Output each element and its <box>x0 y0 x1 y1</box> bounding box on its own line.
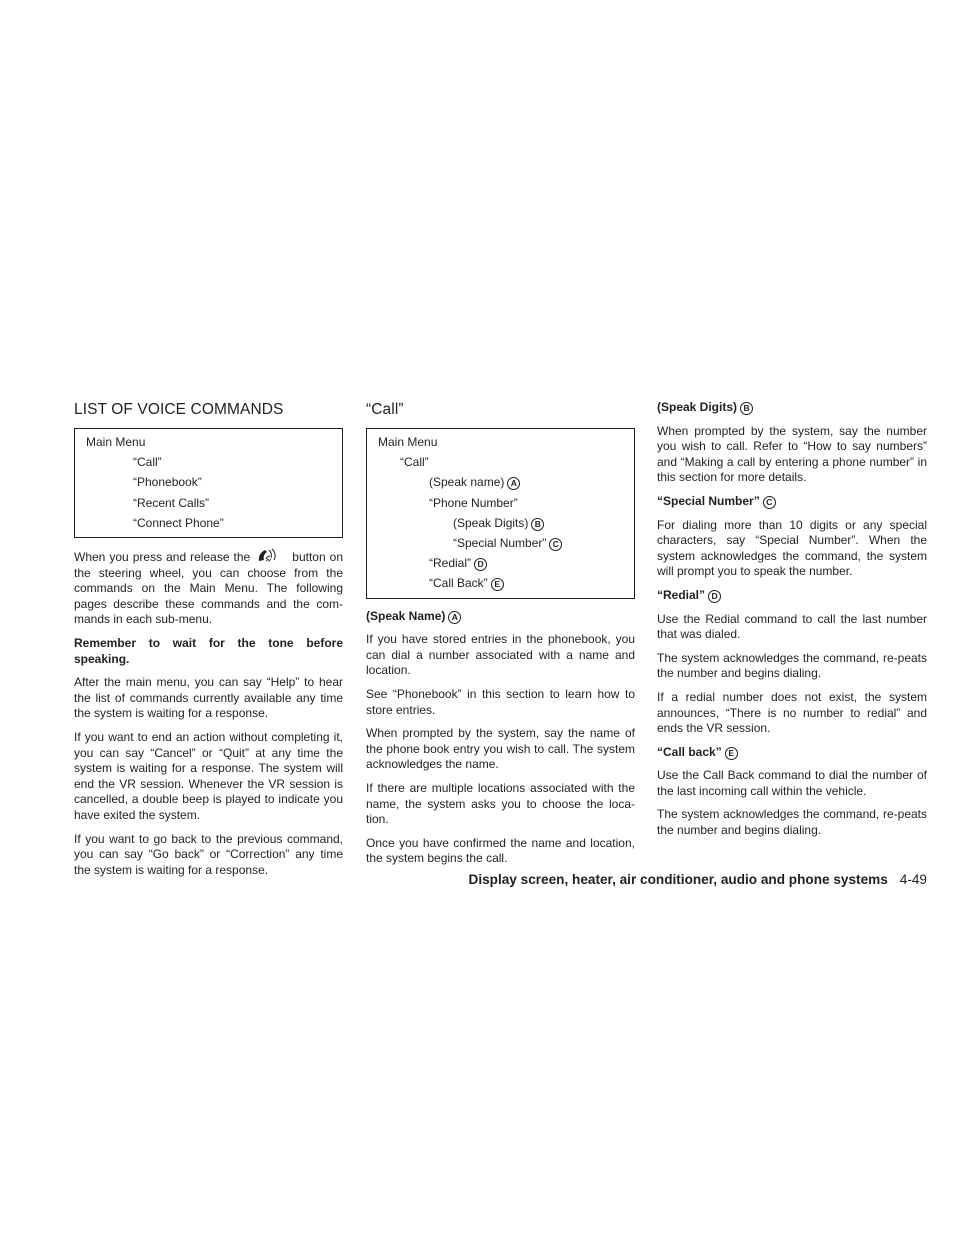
paragraph-redial-ack: The system acknowledges the command, re-peats the number and begins dialing. <box>657 650 927 681</box>
intro-text-after: button on the steering wheel, you can choose from the commands on the Main Menu. The following pages describe these commands and the com-mands in each sub-menu. <box>74 550 343 627</box>
special-number-label: “Special Number” <box>453 536 547 551</box>
speak-name-heading <box>366 609 635 625</box>
call-back-label: “Call Back” <box>429 576 488 591</box>
badge-d-icon: D <box>708 590 721 603</box>
menu-item-speak-name <box>367 472 634 492</box>
badge-b-icon: B <box>531 518 544 531</box>
speak-digits-label: (Speak Digits) <box>453 515 529 530</box>
menu-item-call: “Call” <box>133 455 162 470</box>
speak-name-label: (Speak name) <box>429 475 505 490</box>
paragraph-cancel: If you want to end an action without completing it, you can say “Cancel” or “Quit” at any time the system is waiting for a response. The system will end the VR session. Whenever the VR session is cancelled, a double beep is played to indicate you have exited the system. <box>74 729 343 822</box>
badge-e-icon: E <box>725 747 738 760</box>
redial-heading-text: “Redial” <box>657 587 706 602</box>
voice-button-icon <box>254 548 288 563</box>
paragraph-see-phonebook: See “Phonebook” in this section to learn how to store entries. <box>366 687 635 717</box>
paragraph-no-redial: If a redial number does not exist, the system announces, “There is no number to redial” and ends the VR session. <box>657 689 927 736</box>
paragraph-call-back-use: Use the Call Back command to dial the number of the last incoming call within the vehicle. <box>657 768 927 798</box>
paragraph-go-back: If you want to go back to the previous command, you can say “Go back” or “Correction” any time the system is waiting for a response. <box>74 831 343 877</box>
special-number-heading-text: “Special Number” <box>657 493 760 508</box>
paragraph-say-name: When prompted by the system, say the name of the phone book entry you wish to call. The system acknowledges the name. <box>366 726 635 772</box>
badge-e-icon: E <box>491 578 504 591</box>
menu-item-phone-number: “Phone Number” <box>429 495 518 510</box>
section-heading-call: “Call” <box>366 401 404 418</box>
footer-chapter-title: Display screen, heater, air conditioner, audio and phone systems <box>468 872 888 887</box>
menu-item-main: Main Menu <box>378 435 438 449</box>
badge-c-icon: C <box>763 496 776 509</box>
main-menu-box <box>74 428 343 538</box>
column-2 <box>366 400 635 875</box>
section-heading-voice-commands: LIST OF VOICE COMMANDS <box>74 401 284 418</box>
page-footer <box>469 871 928 889</box>
redial-heading <box>657 588 927 604</box>
call-back-heading <box>657 745 927 761</box>
menu-item-redial <box>367 553 634 573</box>
badge-d-icon: D <box>474 558 487 571</box>
menu-item-speak-digits <box>367 513 634 533</box>
paragraph-redial-use: Use the Redial command to call the last number that was dialed. <box>657 611 927 642</box>
menu-item-connect-phone: “Connect Phone” <box>133 515 224 530</box>
paragraph-help: After the main menu, you can say “Help” to hear the list of commands currently available any time the system is waiting for a response. <box>74 675 343 721</box>
menu-item-phonebook: “Phonebook” <box>133 475 202 490</box>
paragraph-stored-entries: If you have stored entries in the phonebook, you can dial a number associated with a name and location. <box>366 632 635 678</box>
badge-a-icon: A <box>507 477 520 490</box>
badge-c-icon: C <box>549 538 562 551</box>
paragraph-call-back-ack: The system acknowledges the command, re-peats the number and begins dialing. <box>657 807 927 838</box>
menu-item-special-number <box>367 533 634 553</box>
column-1 <box>74 400 343 886</box>
speak-name-heading-text: (Speak Name) <box>366 608 446 623</box>
redial-label: “Redial” <box>429 556 472 571</box>
paragraph-say-number: When prompted by the system, say the number you wish to call. Refer to “How to say numbers” and “Making a call by entering a phone number” in this section for more details. <box>657 423 927 485</box>
paragraph-multiple-locations: If there are multiple locations associated with the name, the system asks you to choose the loca-tion. <box>366 780 635 827</box>
menu-item-call: “Call” <box>400 455 429 470</box>
badge-b-icon: B <box>740 402 753 415</box>
speak-digits-heading <box>657 400 927 416</box>
call-menu-box <box>366 428 635 599</box>
menu-item-call-back <box>367 573 634 593</box>
paragraph-intro <box>74 548 343 628</box>
menu-item-recent-calls: “Recent Calls” <box>133 495 210 510</box>
speak-digits-heading-text: (Speak Digits) <box>657 400 738 414</box>
badge-a-icon: A <box>448 611 461 624</box>
menu-item-main: Main Menu <box>86 435 146 449</box>
intro-text-before: When you press and release the <box>74 550 251 565</box>
paragraph-special-chars: For dialing more than 10 digits or any special characters, say “Special Number”. When the system acknowledges the command, the system will prompt you to speak the number. <box>657 517 927 579</box>
paragraph-confirmed: Once you have confirmed the name and location, the system begins the call. <box>366 835 635 866</box>
tone-note: Remember to wait for the tone before speaking. <box>74 635 343 666</box>
page-number: 4-49 <box>899 872 927 887</box>
column-3 <box>657 400 927 847</box>
call-back-heading-text: “Call back” <box>657 744 722 759</box>
special-number-heading <box>657 494 927 510</box>
